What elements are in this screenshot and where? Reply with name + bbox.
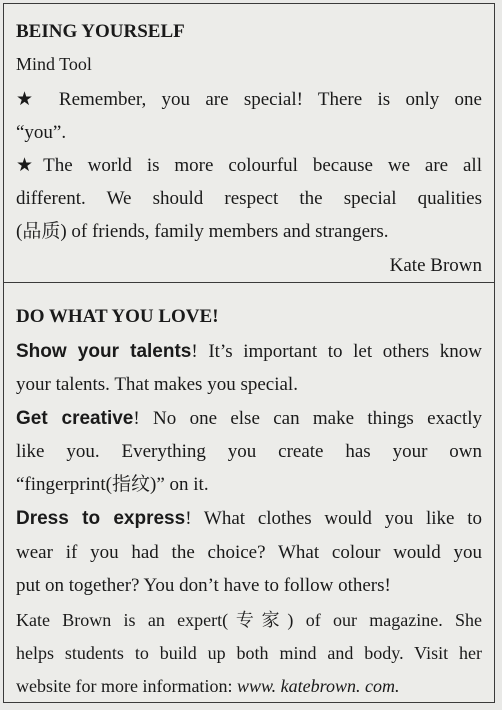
tip-heading: Dress to express [16, 508, 186, 529]
paragraph-line: ★The world is more colourful because we are all [16, 155, 482, 176]
bio-text: website for more information: [16, 676, 237, 696]
tip-text: ! What clothes would you like to [185, 508, 482, 529]
section-subtitle: Mind Tool [16, 54, 92, 74]
paragraph-line: different. We should respect the special qualities [16, 188, 482, 209]
section-title: DO WHAT YOU LOVE! [16, 306, 219, 327]
website-link[interactable]: www. katebrown. com. [236, 676, 400, 696]
paragraph-line: (品质) of friends, family members and strangers. [16, 221, 389, 242]
tip-text: ! It’s important to let others know [191, 341, 482, 362]
paragraph-line: helps students to build up both mind and body. Visit her [16, 643, 482, 663]
paragraph-line [16, 340, 482, 364]
article-frame [3, 3, 495, 703]
paragraph-line [16, 407, 482, 431]
paragraph-line: wear if you had the choice? What colour would you [16, 542, 482, 563]
paragraph-line: ★ Remember, you are special! There is only one [16, 89, 482, 110]
paragraph-line: Kate Brown is an expert(专家) of our magazine. She [16, 610, 482, 630]
being-yourself-section [4, 4, 494, 282]
tip-text: ! No one else can make things exactly [133, 408, 482, 429]
paragraph-line: “fingerprint(指纹)” on it. [16, 474, 209, 495]
paragraph-line: “you”. [16, 122, 67, 143]
paragraph-line: your talents. That makes you special. [16, 374, 298, 395]
do-what-you-love-section [4, 282, 494, 702]
tip-heading: Get creative [16, 408, 134, 429]
section-title: BEING YOURSELF [16, 21, 185, 42]
paragraph-line: put on together? You don’t have to follow others! [16, 575, 391, 596]
tip-heading: Show your talents [16, 341, 192, 362]
paragraph-line: like you. Everything you create has your own [16, 441, 482, 462]
paragraph-line [16, 674, 482, 698]
paragraph-line [16, 507, 482, 531]
author-name: Kate Brown [389, 255, 482, 276]
